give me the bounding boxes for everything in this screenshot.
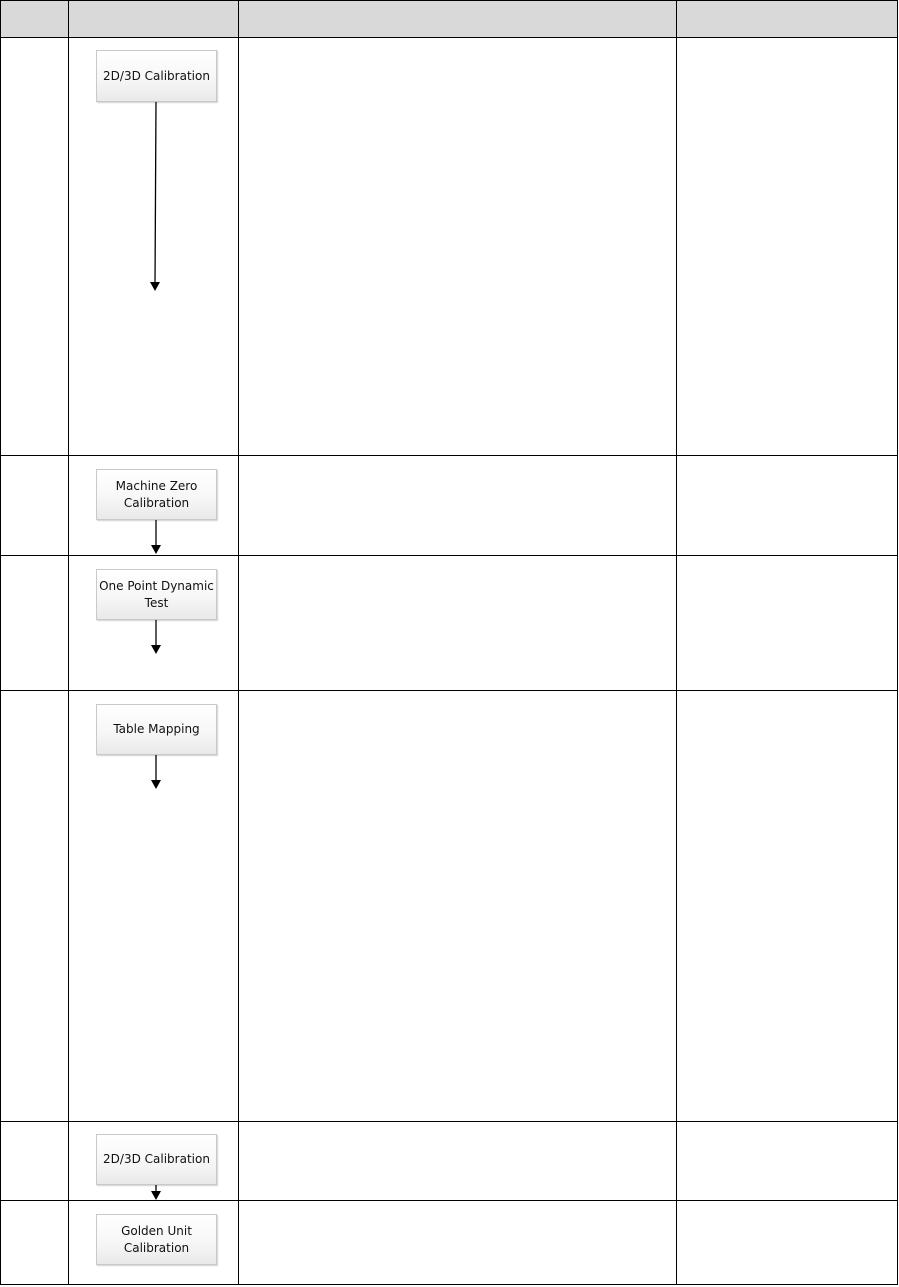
notes-cell-1 bbox=[678, 40, 894, 440]
grid-line-bottom bbox=[0, 1284, 898, 1285]
arrowhead-icon bbox=[151, 645, 161, 654]
step-label: 2D/3D Calibration bbox=[103, 1152, 210, 1166]
step-box-2d-3d-calibration-repeat bbox=[96, 1134, 217, 1185]
grid-line-row-5-bottom bbox=[0, 1200, 898, 1201]
step-box-machine-zero-calibration bbox=[96, 469, 217, 520]
grid-line-row-2-bottom bbox=[0, 555, 898, 556]
grid-line-col-1 bbox=[68, 0, 69, 1285]
notes-cell-4 bbox=[678, 693, 894, 1113]
description-cell-5 bbox=[240, 1124, 670, 1194]
grid-line-col-2 bbox=[238, 0, 239, 1285]
arrowhead-icon bbox=[151, 780, 161, 789]
step-label: 2D/3D Calibration bbox=[103, 68, 210, 83]
grid-line-top bbox=[0, 0, 898, 1]
header-cell-step-number bbox=[0, 0, 68, 37]
grid-line-header-bottom bbox=[0, 37, 898, 38]
description-cell-1 bbox=[240, 40, 670, 440]
header-cell-description bbox=[238, 0, 676, 37]
description-cell-2 bbox=[240, 458, 670, 548]
description-cell-6 bbox=[240, 1203, 670, 1281]
arrowhead-icon bbox=[151, 1191, 161, 1200]
step-box-golden-unit-calibration bbox=[96, 1214, 217, 1265]
step-label: One Point Dynamic Test bbox=[99, 578, 214, 610]
grid-line-row-1-bottom bbox=[0, 455, 898, 456]
description-cell-3 bbox=[240, 558, 670, 683]
grid-line-col-3 bbox=[676, 0, 677, 1285]
step-label: Table Mapping bbox=[113, 722, 200, 736]
step-box-2d-3d-calibration bbox=[96, 50, 217, 102]
arrowhead-icon bbox=[150, 282, 160, 291]
grid-line-right bbox=[897, 0, 898, 1285]
grid-line-left bbox=[0, 0, 1, 1285]
notes-cell-6 bbox=[678, 1203, 894, 1281]
header-cell-notes bbox=[676, 0, 898, 37]
header-cell-flow bbox=[68, 0, 238, 37]
grid-line-row-4-bottom bbox=[0, 1121, 898, 1122]
notes-cell-3 bbox=[678, 558, 894, 683]
step-box-table-mapping bbox=[96, 704, 217, 755]
grid-line-row-3-bottom bbox=[0, 690, 898, 691]
notes-cell-5 bbox=[678, 1124, 894, 1194]
step-label: Golden Unit Calibration bbox=[121, 1223, 192, 1255]
description-cell-4 bbox=[240, 693, 670, 1113]
notes-cell-2 bbox=[678, 458, 894, 548]
arrowhead-icon bbox=[151, 545, 161, 554]
connector-arrow-1 bbox=[155, 102, 156, 284]
step-box-one-point-dynamic-test bbox=[96, 569, 217, 620]
step-label: Machine Zero Calibration bbox=[115, 478, 198, 510]
